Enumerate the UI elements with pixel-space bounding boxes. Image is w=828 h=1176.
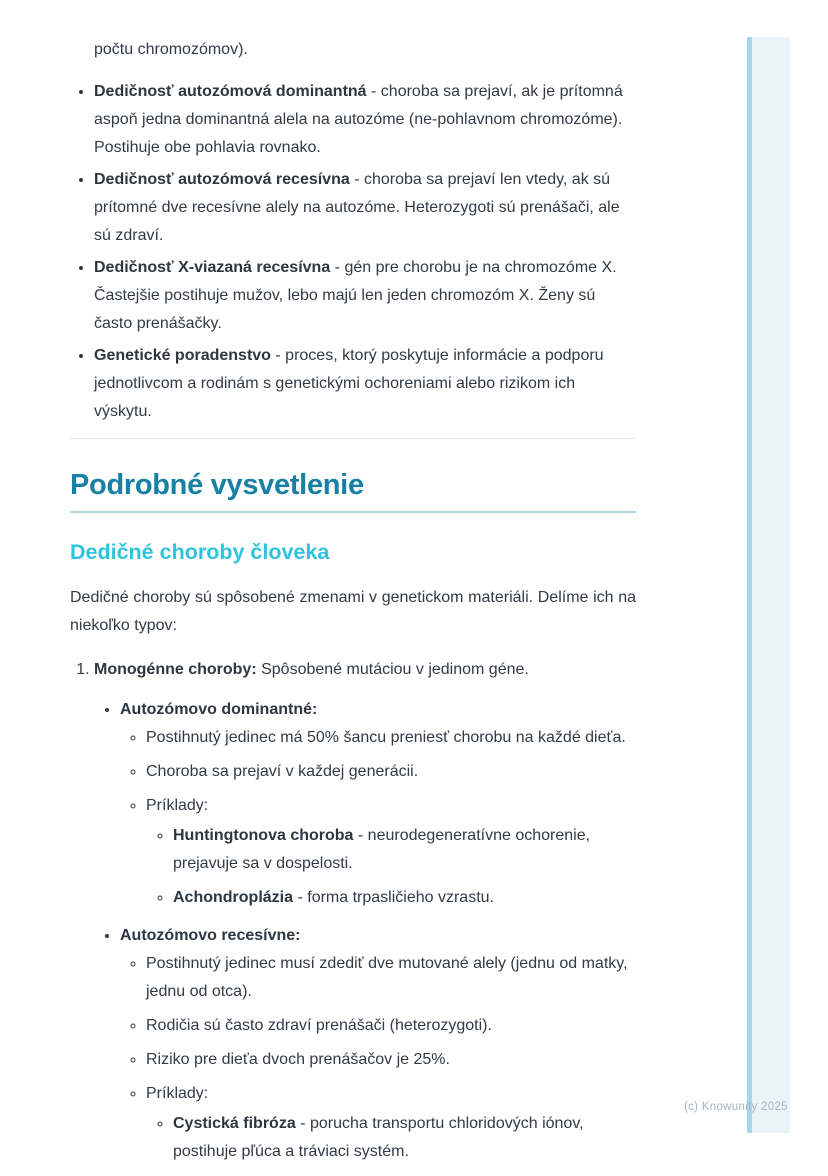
list-item: [94, 342, 636, 426]
subsection-title: Dedičné choroby človeka: [70, 540, 330, 564]
section-title-underline: [70, 511, 636, 513]
watermark: (c) Knowunity 2025: [684, 1101, 788, 1113]
term-bold: Dedičnosť X-viazaná recesívna: [94, 259, 331, 276]
term-bold: Monogénne choroby:: [94, 661, 257, 678]
term-desc: - forma trpasličieho vzrastu.: [297, 889, 494, 906]
numbered-list: [70, 656, 636, 1166]
section-title: Podrobné vysvetlenie: [70, 469, 364, 501]
lead-paragraph: Dedičné choroby sú spôsobené zmenami v genetickom materiáli. Delíme ich na niekoľko typov:: [70, 589, 636, 634]
list-item: [173, 1110, 636, 1166]
list-item: ◦ Rodičia sú často zdraví prenášači (heterozygoti).: [146, 1012, 636, 1040]
term-desc: - choroba sa prejaví, ak je prítomná aspoň jedna dominantná alela na autozóme (ne-pohlavnom chromozóme). Postihuje obe pohlavia rovnako.: [94, 83, 623, 156]
intro-fragment: počtu chromozómov).: [94, 41, 248, 58]
term-desc: - proces, ktorý poskytuje informácie a podporu jednotlivcom a rodinám s genetickými ochoreniami alebo rizikom ich výskytu.: [94, 347, 604, 420]
list-item: ◦ Choroba sa prejaví v každej generácii.: [146, 758, 636, 786]
group-title: Autozómovo recesívne:: [120, 927, 301, 944]
group-title: Autozómovo dominantné:: [120, 701, 318, 718]
point-text: Príklady:: [146, 797, 209, 814]
right-highlight-bar: [747, 37, 790, 1133]
point-text: Príklady:: [146, 1085, 209, 1102]
term-bold: Dedičnosť autozómová dominantná: [94, 83, 367, 100]
list-item: [173, 822, 636, 878]
term-bold: Huntingtonova choroba: [173, 827, 354, 844]
list-item: [94, 78, 636, 162]
term-desc: - gén pre chorobu je na chromozóme X. Častejšie postihuje mužov, lebo majú len jeden chromozóm X. Ženy sú často prenášačky.: [94, 259, 617, 332]
point-list: [120, 950, 636, 1166]
list-item: [94, 166, 636, 250]
list-item: [120, 922, 636, 1166]
term-desc: - choroba sa prejaví len vtedy, ak sú prítomné dve recesívne alely na autozóme. Heterozygoti sú prenášači, ale sú zdraví.: [94, 171, 620, 244]
group-list: [94, 696, 636, 1166]
term-desc: - neurodegeneratívne ochorenie, prejavuje sa v dospelosti.: [173, 827, 591, 872]
term-bold: Achondroplázia: [173, 889, 294, 906]
list-item: [146, 1080, 636, 1166]
example-list: [146, 822, 636, 912]
list-item: [94, 254, 636, 338]
list-item: [94, 656, 636, 1166]
list-item: ◦ Postihnutý jedinec musí zdediť dve mutované alely (jednu od matky, jednu od otca).: [146, 950, 636, 1006]
list-item: [173, 884, 636, 912]
top-bullet-list: [70, 78, 636, 426]
list-item: ◦ Postihnutý jedinec má 50% šancu preniesť chorobu na každé dieťa.: [146, 724, 636, 752]
document-content: [70, 0, 636, 1176]
list-item: [146, 792, 636, 912]
term-bold: Genetické poradenstvo: [94, 347, 271, 364]
point-list: [120, 724, 636, 912]
term-desc: Spôsobené mutáciou v jedinom géne.: [261, 661, 529, 678]
list-item: [120, 696, 636, 912]
term-bold: Cystická fibróza: [173, 1115, 296, 1132]
term-desc: - porucha transportu chloridových iónov, postihuje pľúca a tráviaci systém.: [173, 1115, 584, 1160]
example-list: [146, 1110, 636, 1166]
term-bold: Dedičnosť autozómová recesívna: [94, 171, 350, 188]
list-item: ◦ Riziko pre dieťa dvoch prenášačov je 25%.: [146, 1046, 636, 1074]
section-divider: [70, 438, 636, 439]
